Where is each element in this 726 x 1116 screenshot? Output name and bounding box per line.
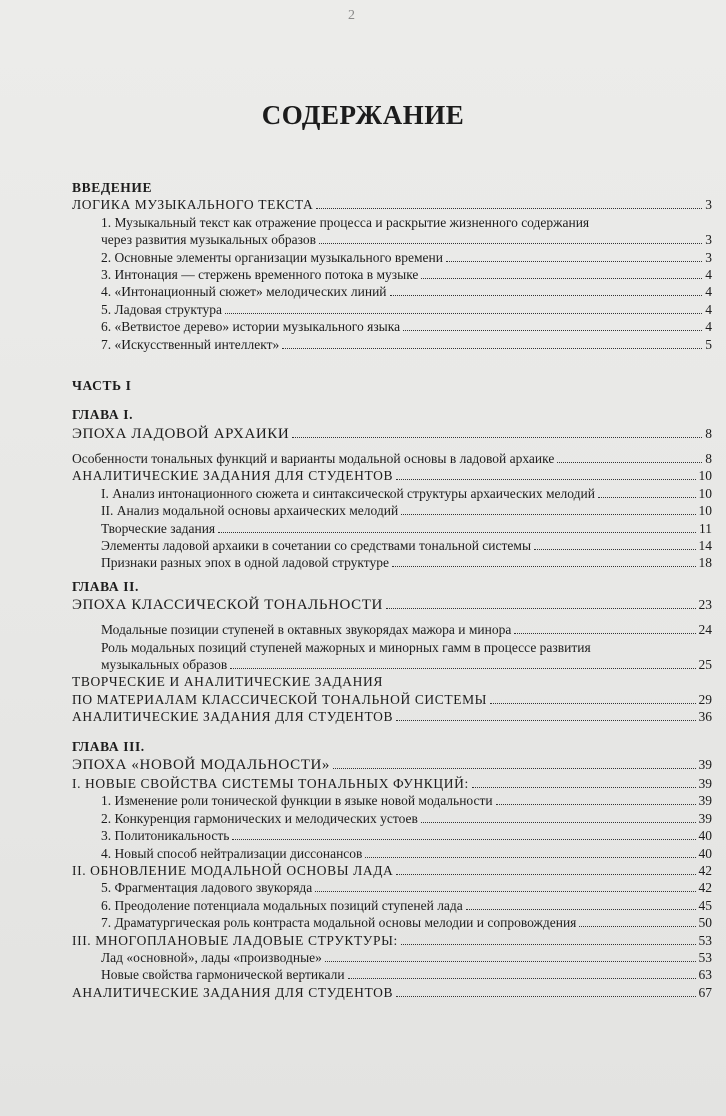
dot-leader	[490, 703, 695, 704]
dot-leader	[401, 944, 696, 945]
toc-page-number: 50	[698, 915, 712, 931]
toc-entry-title-continued: музыкальных образов	[101, 656, 228, 672]
page-title: СОДЕРЖАНИЕ	[261, 100, 465, 130]
toc-page-number: 3	[705, 197, 712, 213]
toc-page-number: 4	[705, 267, 712, 283]
toc-page-number: 3	[705, 249, 712, 265]
dot-leader	[396, 874, 695, 875]
toc-entry[interactable]	[72, 984, 712, 1001]
toc-entry[interactable]	[72, 318, 712, 335]
toc-page-number: 45	[698, 897, 712, 913]
toc-entry-title: Признаки разных эпох в одной ладовой структуре	[101, 555, 389, 571]
toc-page-number: 67	[698, 984, 712, 1000]
toc-entry[interactable]	[72, 467, 712, 484]
toc-page-number: 53	[698, 932, 712, 948]
toc-page-number: 23	[698, 597, 712, 613]
dot-leader	[579, 926, 695, 927]
toc-entry-title: 7. Драматургическая роль контраста модальной основы мелодии и сопровождения	[101, 915, 577, 931]
toc-page-number: 39	[698, 810, 712, 826]
toc-page-number: 40	[698, 828, 712, 844]
toc-page-number: 39	[698, 756, 712, 772]
toc-page-number: 24	[698, 622, 712, 638]
toc-entry-title: 5. Фрагментация ладового звукоряда	[101, 880, 313, 896]
toc-page-number: 4	[705, 319, 712, 335]
toc-entry[interactable]	[72, 266, 712, 283]
toc-entry[interactable]	[72, 249, 712, 266]
toc-entry-title: ГЛАВА III.	[72, 738, 145, 754]
toc-page-number: 4	[705, 301, 712, 317]
toc-page-number: 10	[698, 503, 712, 519]
dot-leader	[514, 633, 695, 634]
toc-page-number: 14	[698, 537, 712, 553]
dot-leader	[218, 532, 696, 533]
dot-leader	[232, 839, 695, 840]
toc-entry[interactable]	[72, 336, 712, 353]
toc-entry[interactable]	[72, 595, 712, 615]
toc-page-number: 10	[698, 485, 712, 501]
dot-leader	[348, 978, 696, 979]
toc-entry-title: II. Анализ модальной основы архаических мелодий	[101, 503, 399, 519]
dot-leader	[446, 261, 702, 262]
toc-entry-title: 1. Музыкальный текст как отражение процесса и раскрытие жизненного содержания	[101, 214, 590, 230]
dot-leader	[390, 295, 703, 296]
dot-leader	[401, 514, 695, 515]
toc-entry-title: 3. Интонация — стержень временного потока в музыке	[101, 267, 419, 283]
toc-entry[interactable]	[72, 775, 712, 792]
toc-entry-title: 5. Ладовая структура	[101, 301, 223, 317]
toc-entry[interactable]	[72, 862, 712, 879]
dot-leader	[333, 768, 695, 769]
toc-entry-title: Роль модальных позиций ступеней мажорных и минорных гамм в процессе развития	[101, 639, 591, 655]
toc-entry[interactable]	[72, 578, 712, 595]
toc-page-number: 40	[698, 845, 712, 861]
toc-page-number: 4	[705, 284, 712, 300]
toc-entry[interactable]	[72, 810, 712, 827]
toc-entry-title: АНАЛИТИЧЕСКИЕ ЗАДАНИЯ ДЛЯ СТУДЕНТОВ	[72, 709, 394, 725]
toc-entry[interactable]	[72, 949, 712, 966]
toc-entry-title: ВВЕДЕНИЕ	[72, 180, 153, 195]
dot-leader	[225, 313, 702, 314]
toc-entry-title: ГЛАВА I.	[72, 407, 134, 423]
toc-entry-title: 6. «Ветвистое дерево» истории музыкального языка	[101, 319, 401, 335]
toc-entry[interactable]	[72, 708, 712, 725]
toc-entry[interactable]	[72, 450, 712, 467]
page-marker: 2	[348, 8, 355, 23]
dot-leader	[472, 787, 696, 788]
toc-entry-title: АНАЛИТИЧЕСКИЕ ЗАДАНИЯ ДЛЯ СТУДЕНТОВ	[72, 468, 394, 484]
toc-entry-title: Элементы ладовой архаики в сочетании со средствами тональной системы	[101, 537, 532, 553]
toc-entry-title: Новые свойства гармонической вертикали	[101, 967, 345, 983]
toc-entry-title: 6. Преодоление потенциала модальных позиций ступеней лада	[101, 897, 463, 913]
dot-leader	[466, 909, 696, 910]
dot-leader	[534, 549, 695, 550]
dot-leader	[421, 822, 696, 823]
dot-leader	[365, 857, 695, 858]
table-of-contents	[72, 179, 712, 1001]
dot-leader	[421, 278, 702, 279]
toc-page-number: 11	[699, 520, 712, 536]
toc-entry[interactable]	[72, 502, 712, 519]
dot-leader	[598, 497, 696, 498]
toc-entry[interactable]	[72, 485, 712, 502]
toc-entry[interactable]	[72, 738, 712, 755]
dot-leader	[386, 608, 696, 609]
toc-entry[interactable]	[72, 792, 712, 809]
toc-entry-title: ЛОГИКА МУЗЫКАЛЬНОГО ТЕКСТА	[72, 197, 314, 213]
toc-entry[interactable]	[72, 966, 712, 983]
toc-entry[interactable]	[72, 196, 712, 213]
toc-entry[interactable]	[72, 914, 712, 931]
toc-entry-title: I. НОВЫЕ СВОЙСТВА СИСТЕМЫ ТОНАЛЬНЫХ ФУНКЦИЙ:	[72, 775, 469, 791]
toc-page-number: 29	[698, 691, 712, 707]
dot-leader	[316, 208, 702, 209]
toc-page-number: 36	[698, 709, 712, 725]
toc-entry-title: III. МНОГОПЛАНОВЫЕ ЛАДОВЫЕ СТРУКТУРЫ:	[72, 932, 398, 948]
toc-page-number: 8	[705, 425, 712, 441]
toc-entry[interactable]	[72, 214, 712, 231]
dot-leader	[396, 479, 695, 480]
toc-page-number: 39	[698, 793, 712, 809]
toc-spacer	[72, 394, 712, 406]
toc-entry-title: ЭПОХА КЛАССИЧЕСКОЙ ТОНАЛЬНОСТИ	[72, 597, 383, 614]
dot-leader	[282, 348, 702, 349]
toc-entry[interactable]	[72, 301, 712, 318]
toc-entry[interactable]	[72, 283, 712, 300]
toc-page-number: 3	[705, 232, 712, 248]
toc-entry-title: ЭПОХА «НОВОЙ МОДАЛЬНОСТИ»	[72, 756, 331, 773]
toc-entry[interactable]	[72, 932, 712, 949]
toc-entry[interactable]	[72, 827, 712, 844]
toc-entry[interactable]	[72, 621, 712, 638]
toc-page-number: 42	[698, 880, 712, 896]
toc-page-number: 8	[705, 450, 712, 466]
toc-spacer	[72, 726, 712, 738]
toc-entry[interactable]	[72, 673, 712, 690]
toc-entry[interactable]	[72, 897, 712, 914]
dot-leader	[403, 330, 702, 331]
toc-page-number: 5	[705, 336, 712, 352]
dot-leader	[557, 462, 702, 463]
toc-entry-title: Особенности тональных функций и варианты модальной основы в ладовой архаике	[72, 450, 555, 466]
toc-entry-title: ГЛАВА II.	[72, 578, 139, 594]
toc-spacer	[72, 353, 712, 377]
dot-leader	[396, 996, 695, 997]
toc-entry-title: 2. Основные элементы организации музыкального времени	[101, 249, 443, 265]
toc-entry-title: Модальные позиции ступеней в октавных звукорядах мажора и минора	[101, 622, 512, 638]
toc-entry[interactable]	[72, 755, 712, 775]
dot-leader	[396, 720, 695, 721]
toc-entry[interactable]	[72, 179, 712, 196]
toc-entry-title: 4. «Интонационный сюжет» мелодических линий	[101, 284, 387, 300]
toc-page-number: 42	[698, 863, 712, 878]
toc-entry[interactable]	[72, 424, 712, 444]
toc-entry-title: ЭПОХА ЛАДОВОЙ АРХАИКИ	[72, 425, 290, 442]
toc-page-number: 63	[698, 967, 712, 983]
toc-entry[interactable]	[72, 554, 712, 571]
dot-leader	[496, 804, 696, 805]
toc-entry-title: 1. Изменение роли тонической функции в языке новой модальности	[101, 793, 493, 809]
toc-page-number: 39	[698, 775, 712, 791]
toc-entry[interactable]	[72, 879, 712, 896]
toc-entry-title: Лад «основной», лады «производные»	[101, 950, 322, 966]
toc-entry[interactable]	[72, 691, 712, 708]
toc-page-number: 25	[698, 656, 712, 672]
toc-entry[interactable]	[72, 845, 712, 862]
toc-entry[interactable]	[72, 377, 712, 394]
toc-entry-title: 4. Новый способ нейтрализации диссонансов	[101, 845, 363, 861]
toc-entry-title: 7. «Искусственный интеллект»	[101, 336, 280, 352]
toc-entry-title: ПО МАТЕРИАЛАМ КЛАССИЧЕСКОЙ ТОНАЛЬНОЙ СИСТЕМЫ	[72, 691, 488, 707]
toc-entry-continuation[interactable]	[72, 231, 712, 248]
toc-entry-title: 2. Конкуренция гармонических и мелодических устоев	[101, 810, 418, 826]
toc-entry-title: ТВОРЧЕСКИЕ И АНАЛИТИЧЕСКИЕ ЗАДАНИЯ	[72, 674, 383, 690]
toc-entry-title: II. ОБНОВЛЕНИЕ МОДАЛЬНОЙ ОСНОВЫ ЛАДА	[72, 863, 394, 878]
toc-page-number: 18	[698, 555, 712, 571]
toc-entry-title: АНАЛИТИЧЕСКИЕ ЗАДАНИЯ ДЛЯ СТУДЕНТОВ	[72, 984, 394, 1000]
dot-leader	[292, 437, 702, 438]
toc-entry-title: I. Анализ интонационного сюжета и синтаксической структуры архаических мелодий	[101, 485, 595, 501]
toc-entry-title-continued: через развития музыкальных образов	[101, 232, 316, 248]
toc-entry[interactable]	[72, 639, 712, 656]
toc-entry-title: ЧАСТЬ I	[72, 378, 132, 394]
toc-entry[interactable]	[72, 406, 712, 423]
dot-leader	[325, 961, 696, 962]
toc-entry-title: Творческие задания	[101, 520, 216, 536]
toc-entry-title: 3. Политоникальность	[101, 828, 230, 844]
dot-leader	[319, 243, 702, 244]
toc-entry-continuation[interactable]	[72, 656, 712, 673]
dot-leader	[315, 891, 695, 892]
dot-leader	[392, 566, 696, 567]
toc-entry[interactable]	[72, 537, 712, 554]
toc-page-number: 10	[698, 468, 712, 484]
toc-page-number: 53	[698, 950, 712, 966]
dot-leader	[230, 668, 695, 669]
toc-entry[interactable]	[72, 520, 712, 537]
